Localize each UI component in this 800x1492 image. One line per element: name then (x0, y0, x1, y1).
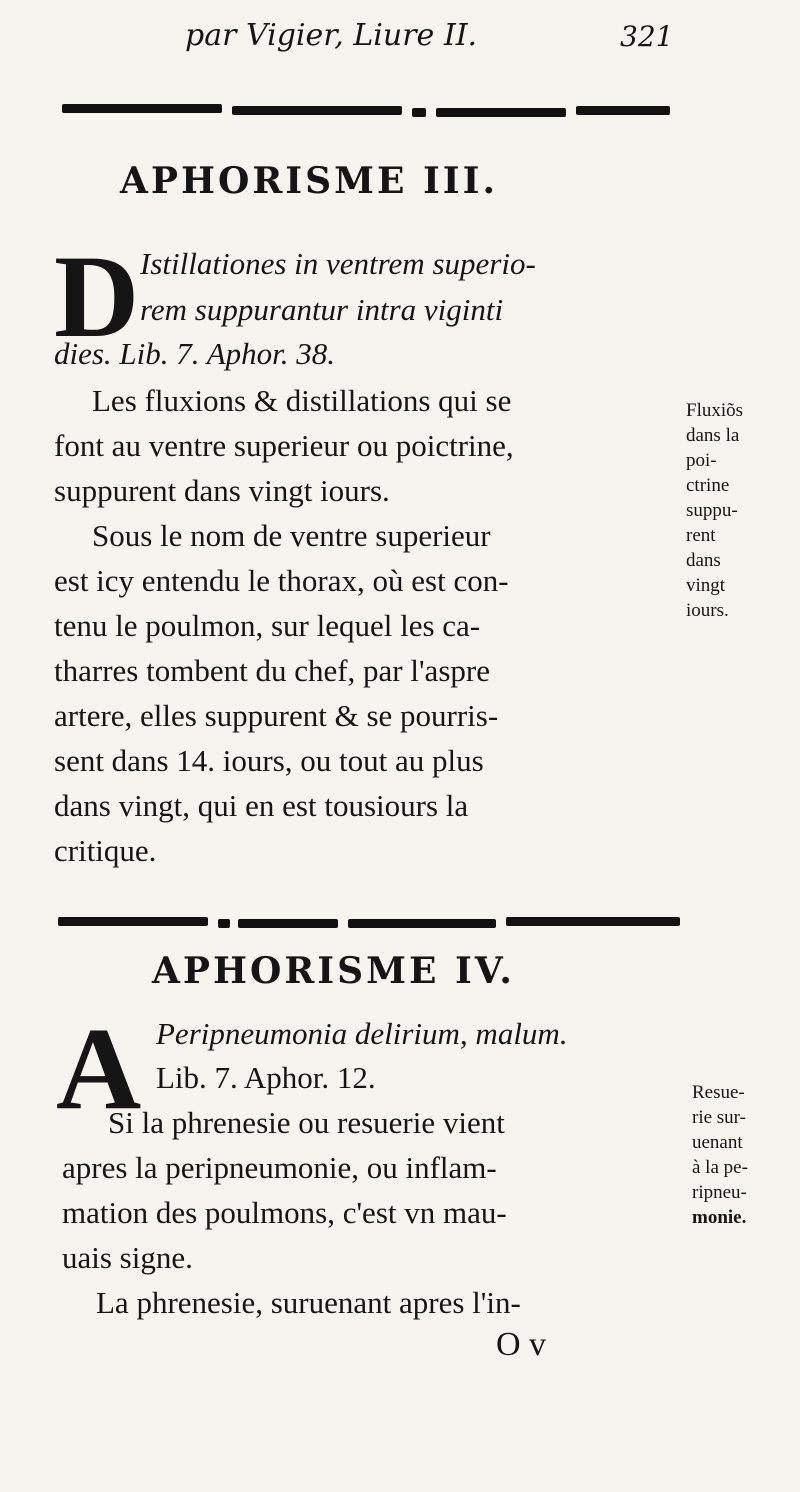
body-line: sent dans 14. iours, ou tout au plus (54, 743, 484, 778)
page-number: 321 (620, 20, 674, 53)
section-title-3: APHORISME III. (120, 160, 499, 202)
body-line: artere, elles suppurent & se pourris- (54, 698, 499, 733)
body-line: mation des poulmons, c'est vn mau- (62, 1195, 507, 1230)
margin-note-line: iours. (686, 600, 729, 621)
margin-note-4 (692, 1080, 748, 1230)
section-body-4 (62, 1100, 521, 1325)
body-line: apres la peripneumonie, ou inflam- (62, 1150, 497, 1185)
margin-note-line: Fluxiõs (686, 400, 744, 421)
margin-note-line: vingt (686, 575, 726, 596)
body-line: suppurent dans vingt iours. (54, 473, 390, 508)
body-line: La phrenesie, suruenant apres l'in- (96, 1285, 521, 1320)
running-title: par Vigier, Liure II. (185, 18, 478, 53)
latin-line: Lib. 7. Aphor. 12. (156, 1060, 376, 1095)
margin-note-line: suppu- (686, 500, 738, 521)
latin-line: Peripneumonia delirium, malum. (156, 1016, 568, 1051)
body-line: uais signe. (62, 1240, 193, 1275)
margin-note-line: poi- (686, 450, 717, 471)
margin-note-line: rie sur- (692, 1107, 746, 1128)
margin-note-line: à la pe- (692, 1157, 748, 1178)
latin-line: Istillationes in ventrem superio- (140, 246, 536, 281)
section-title-4: APHORISME IV. (152, 950, 515, 992)
body-line: tenu le poulmon, sur lequel les ca- (54, 608, 481, 643)
margin-note-line: uenant (692, 1132, 743, 1153)
body-line: dans vingt, qui en est tousiours la (54, 788, 469, 823)
body-line: critique. (54, 833, 157, 868)
body-line: Sous le nom de ventre superieur (92, 518, 491, 553)
margin-note-line: monie. (692, 1207, 747, 1228)
margin-note-3 (686, 398, 743, 623)
margin-note-line: rent (686, 525, 716, 546)
drop-cap-a: A (56, 1003, 142, 1134)
margin-note-line: dans (686, 550, 721, 571)
body-line: tharres tombent du chef, par l'aspre (54, 653, 490, 688)
margin-note-line: ctrine (686, 475, 730, 496)
latin-line: dies. Lib. 7. Aphor. 38. (54, 336, 336, 371)
margin-note-line: dans la (686, 425, 740, 446)
signature-mark: O v (496, 1326, 547, 1363)
latin-line: rem suppurantur intra viginti (140, 292, 504, 327)
body-line: Les fluxions & distillations qui se (92, 383, 512, 418)
section-body-3 (54, 378, 514, 873)
body-line: est icy entendu le thorax, où est con- (54, 563, 509, 598)
drop-cap-d: D (54, 231, 140, 362)
margin-note-line: Resue- (692, 1082, 745, 1103)
body-line: font au ventre superieur ou poictrine, (54, 428, 514, 463)
margin-note-line: ripneu- (692, 1182, 747, 1203)
body-line: Si la phrenesie ou resuerie vient (108, 1105, 505, 1140)
